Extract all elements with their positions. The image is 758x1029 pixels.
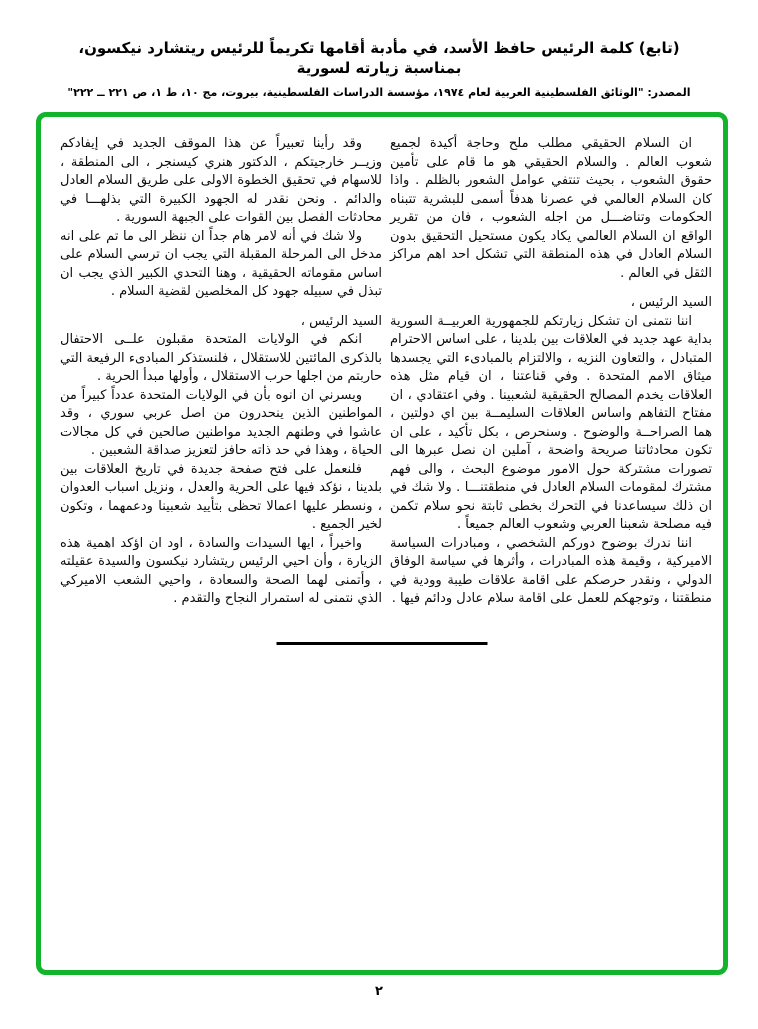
paragraph: فلنعمل على فتح صفحة جديدة في تاريخ العلاقات بين بلدينا ، نؤكد فيها على الحرية والعدل ، ونزيل اسباب العدوان ، ونسطر عليها اعمالا تحظى بتأييد شعبينا ودعمهما ، وتكون لخير الجميع . <box>60 461 382 532</box>
paragraph: انكم في الولايات المتحدة مقبلون علــى الاحتفال بالذكرى المائتين للاستقلال ، فلنستذكر المبادىء الرفيعة التي حاربتم من اجلها حرب الاستقلال ، وأولها مبدأ الحرية . <box>60 332 382 384</box>
end-of-document-rule <box>277 642 488 645</box>
document-text-frame <box>36 112 728 975</box>
paragraph: اننا ندرك بوضوح دوركم الشخصي ، ومبادرات السياسة الاميركية ، وقيمة هذه المبادرات ، وأثرها في سياسة الوفاق الدولي ، ونقدر حرصكم على اقامة علاقات طيبة وودية في منطقتنا ، وتوجهكم للعمل على اقامة سلام عادل ودائم فيها . <box>390 535 712 606</box>
document-source-citation: المصدر: "الوثائق الفلسطينية العربية لعام ١٩٧٤، مؤسسة الدراسات الفلسطينية، بيروت، مج ١٠، ط ١، ص ٢٢١ ــ ٢٢٢" <box>67 86 691 99</box>
paragraph: ولا شك في أنه لامر هام جداً ان ننظر الى ما تم على انه مدخل الى المرحلة المقبلة التي يجب ان ترسي السلام على اساس مقوماته الحقيقية ، وهنا التحدي الكبير الذي يجب ان تبذل في سبيله جهود كل المخلصين لقضية السلام . <box>60 228 382 299</box>
paragraph: ويسرني ان انوه بأن في الولايات المتحدة عدداً كبيراً من المواطنين الذين ينحدرون من اصل عربي سوري ، وقد عاشوا في وطنهم الجديد مواطنين صالحين في كل مجالات الحياة ، وهذا في حد ذاته حافز لتعزيز صداقة الشعبين . <box>60 387 382 458</box>
salutation-line: السيد الرئيس ، <box>630 295 712 310</box>
paragraph: واخيراً ، ايها السيدات والسادة ، اود ان اؤكد اهمية هذه الزيارة ، وأن احيي الرئيس ريتشارد نيكسون والسيدة عقيلته ، وأتمنى لهما الصحة والسعادة ، واحيي الشعب الاميركي الذي نتمنى له استمرار النجاح والتقدم . <box>60 535 382 606</box>
paragraph: وقد رأينا تعبيراً عن هذا الموقف الجديد في إيفادكم وزيــر خارجيتكم ، الدكتور هنري كيسنجر ، الى المنطقة ، للاسهام في تحقيق الخطوة الاولى على طريق السلام العادل والدائم . ونحن نقدر له الجهود الكبيرة التي بذلهـــا في محادثات الفصل بين القوات على الجبهة السورية . <box>60 136 382 225</box>
salutation-line: السيد الرئيس ، <box>300 313 382 329</box>
page-number: ٢ <box>375 984 383 999</box>
document-header <box>0 38 758 100</box>
text-column-right <box>390 135 712 609</box>
text-column-left <box>60 135 382 609</box>
paragraph: اننا نتمنى ان تشكل زيارتكم للجمهورية العربيــة السورية بداية عهد جديد في العلاقات بين بلدينا ، على اساس الاحترام المتبادل ، والتعاون النزيه ، والالتزام بالمبادىء التي يجسدها ميثاق الامم المتحدة . وفي قناعتنا ، ان قيام مثل هذه العلاقات يخدم المصالح الحقيقية لشعبينا . وفي اعتقادي ، ان مفتاح التفاهم واساس العلاقات السليمــة بين اي دولتين ، هما الصراحــة والوضوح . وسنحرص ، بكل تأكيد ، على ان تكون محادثاتنا صريحة واضحة ، آملين ان نصل عبرها الى تصورات مشتركة حول الامور موضوع البحث ، والى فهم مشترك لمقومات السلام العادل في منطقتنـــا . ولا شك في ان ذلك سيساعدنا في التحرك بخطى ثابتة نحو سلام تكمن فيه مصلحة شعبنا العربي وشعوب العالم جميعاً . <box>390 313 712 532</box>
document-title: (تابع) كلمة الرئيس حافظ الأسد، في مأدبة أقامها تكريماً للرئيس ريتشارد نيكسون، بمناسبة زيارته لسورية <box>78 39 680 77</box>
paragraph: ان السلام الحقيقي مطلب ملح وحاجة أكيدة لجميع شعوب العالم . والسلام الحقيقي هو ما قام على تأمين حقوق الشعوب ، بحيث تنتفي عوامل الشعور بالظلم . واذا كان السلام العالمي في عصرنا هدفاً أسمى للبشرية تتبناه الحكومات وتناضـــل من اجله الشعوب ، فان من تقرير الواقع ان السلام العالمي يكاد يكون مستحيل التحقيق بدون السلام العادل في هذه المنطقة التي تشكل احد اهم مراكز الثقل في العالم . <box>390 136 712 281</box>
